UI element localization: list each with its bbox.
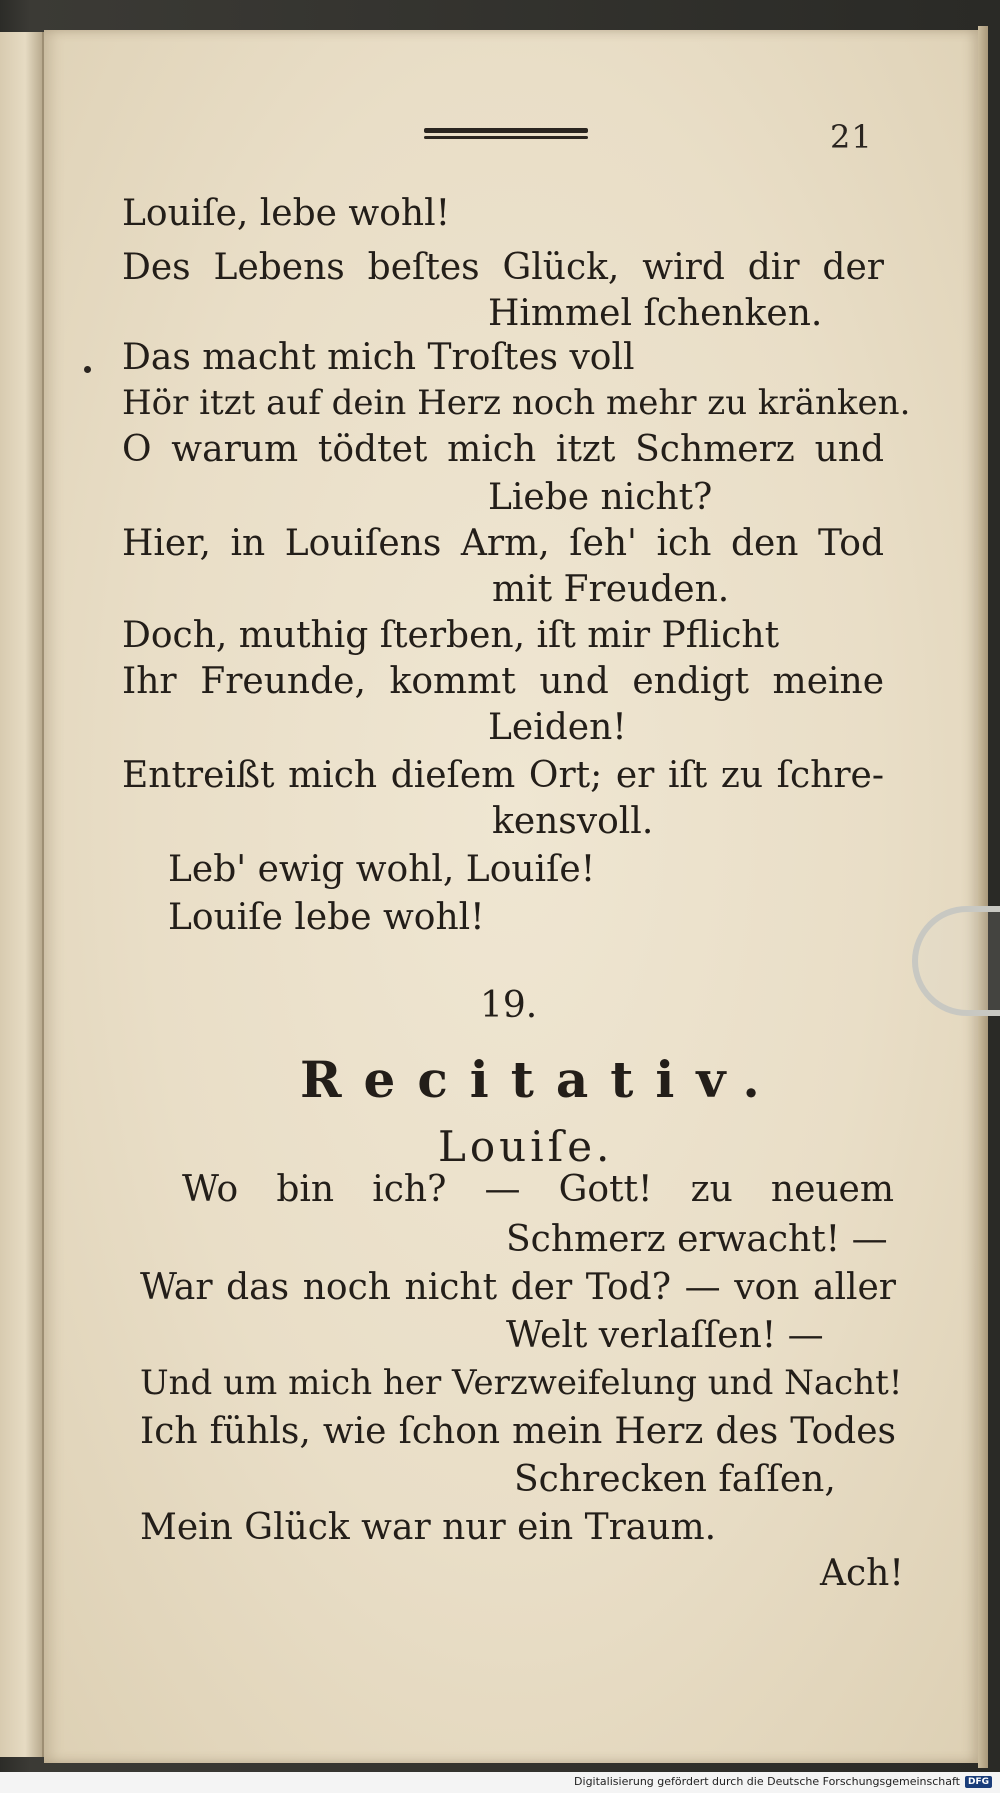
text-line: Entreißt mich dieſem Ort; er iſt zu ſchre- [122, 755, 884, 796]
text-line: Ich fühls, wie ſchon mein Herz des Todes [140, 1411, 896, 1452]
text-line: Himmel ſchenken. [488, 293, 823, 334]
header-rule [424, 126, 588, 142]
margin-mark [84, 366, 91, 373]
text-line: Leiden! [488, 707, 627, 748]
text-line: Welt verlaſſen! — [506, 1315, 824, 1356]
section-number: 19. [480, 985, 538, 1026]
dfg-logo: DFG [965, 1776, 992, 1788]
funding-credit [574, 1775, 992, 1788]
credit-text: Digitalisierung gefördert durch die Deutsche Forschungsgemeinschaft [574, 1775, 960, 1788]
text-line: Ihr Freunde, kommt und endigt meine [122, 661, 884, 702]
text-line: kensvoll. [492, 801, 654, 842]
text-line: Louiſe, lebe wohl! [122, 193, 451, 234]
page-number: 21 [830, 118, 873, 156]
text-line: Hör itzt auf dein Herz noch mehr zu kränken. [122, 383, 911, 423]
text-line: Louiſe lebe wohl! [168, 897, 485, 938]
text-line: Ach! [820, 1553, 904, 1594]
text-line: Und um mich her Verzweifelung und Nacht! [140, 1363, 903, 1403]
text-line: mit Freuden. [492, 569, 730, 610]
text-line: Hier, in Louiſens Arm, ſeh' ich den Tod [122, 523, 884, 564]
text-line: Leb' ewig wohl, Louiſe! [168, 849, 596, 890]
text-line: Wo bin ich? — Gott! zu neuem [182, 1169, 894, 1210]
text-line: Das macht mich Troſtes voll [122, 337, 635, 378]
text-line: Schmerz erwacht! — [506, 1219, 888, 1260]
text-line: Schrecken faſſen, [514, 1459, 836, 1500]
left-page-edge [0, 32, 44, 1757]
text-line: Liebe nicht? [488, 477, 713, 518]
section-heading: Recitativ. [300, 1050, 782, 1109]
speaker-name: Louiſe. [438, 1122, 614, 1171]
text-line: O warum tödtet mich itzt Schmerz und [122, 429, 884, 470]
text-line: Des Lebens beſtes Glück, wird dir der [122, 247, 884, 288]
text-line: War das noch nicht der Tod? — von aller [140, 1267, 896, 1308]
text-line: Doch, muthig ſterben, iſt mir Pflicht [122, 615, 780, 656]
text-line: Mein Glück war nur ein Traum. [140, 1507, 717, 1548]
right-page-edge [978, 26, 988, 1768]
